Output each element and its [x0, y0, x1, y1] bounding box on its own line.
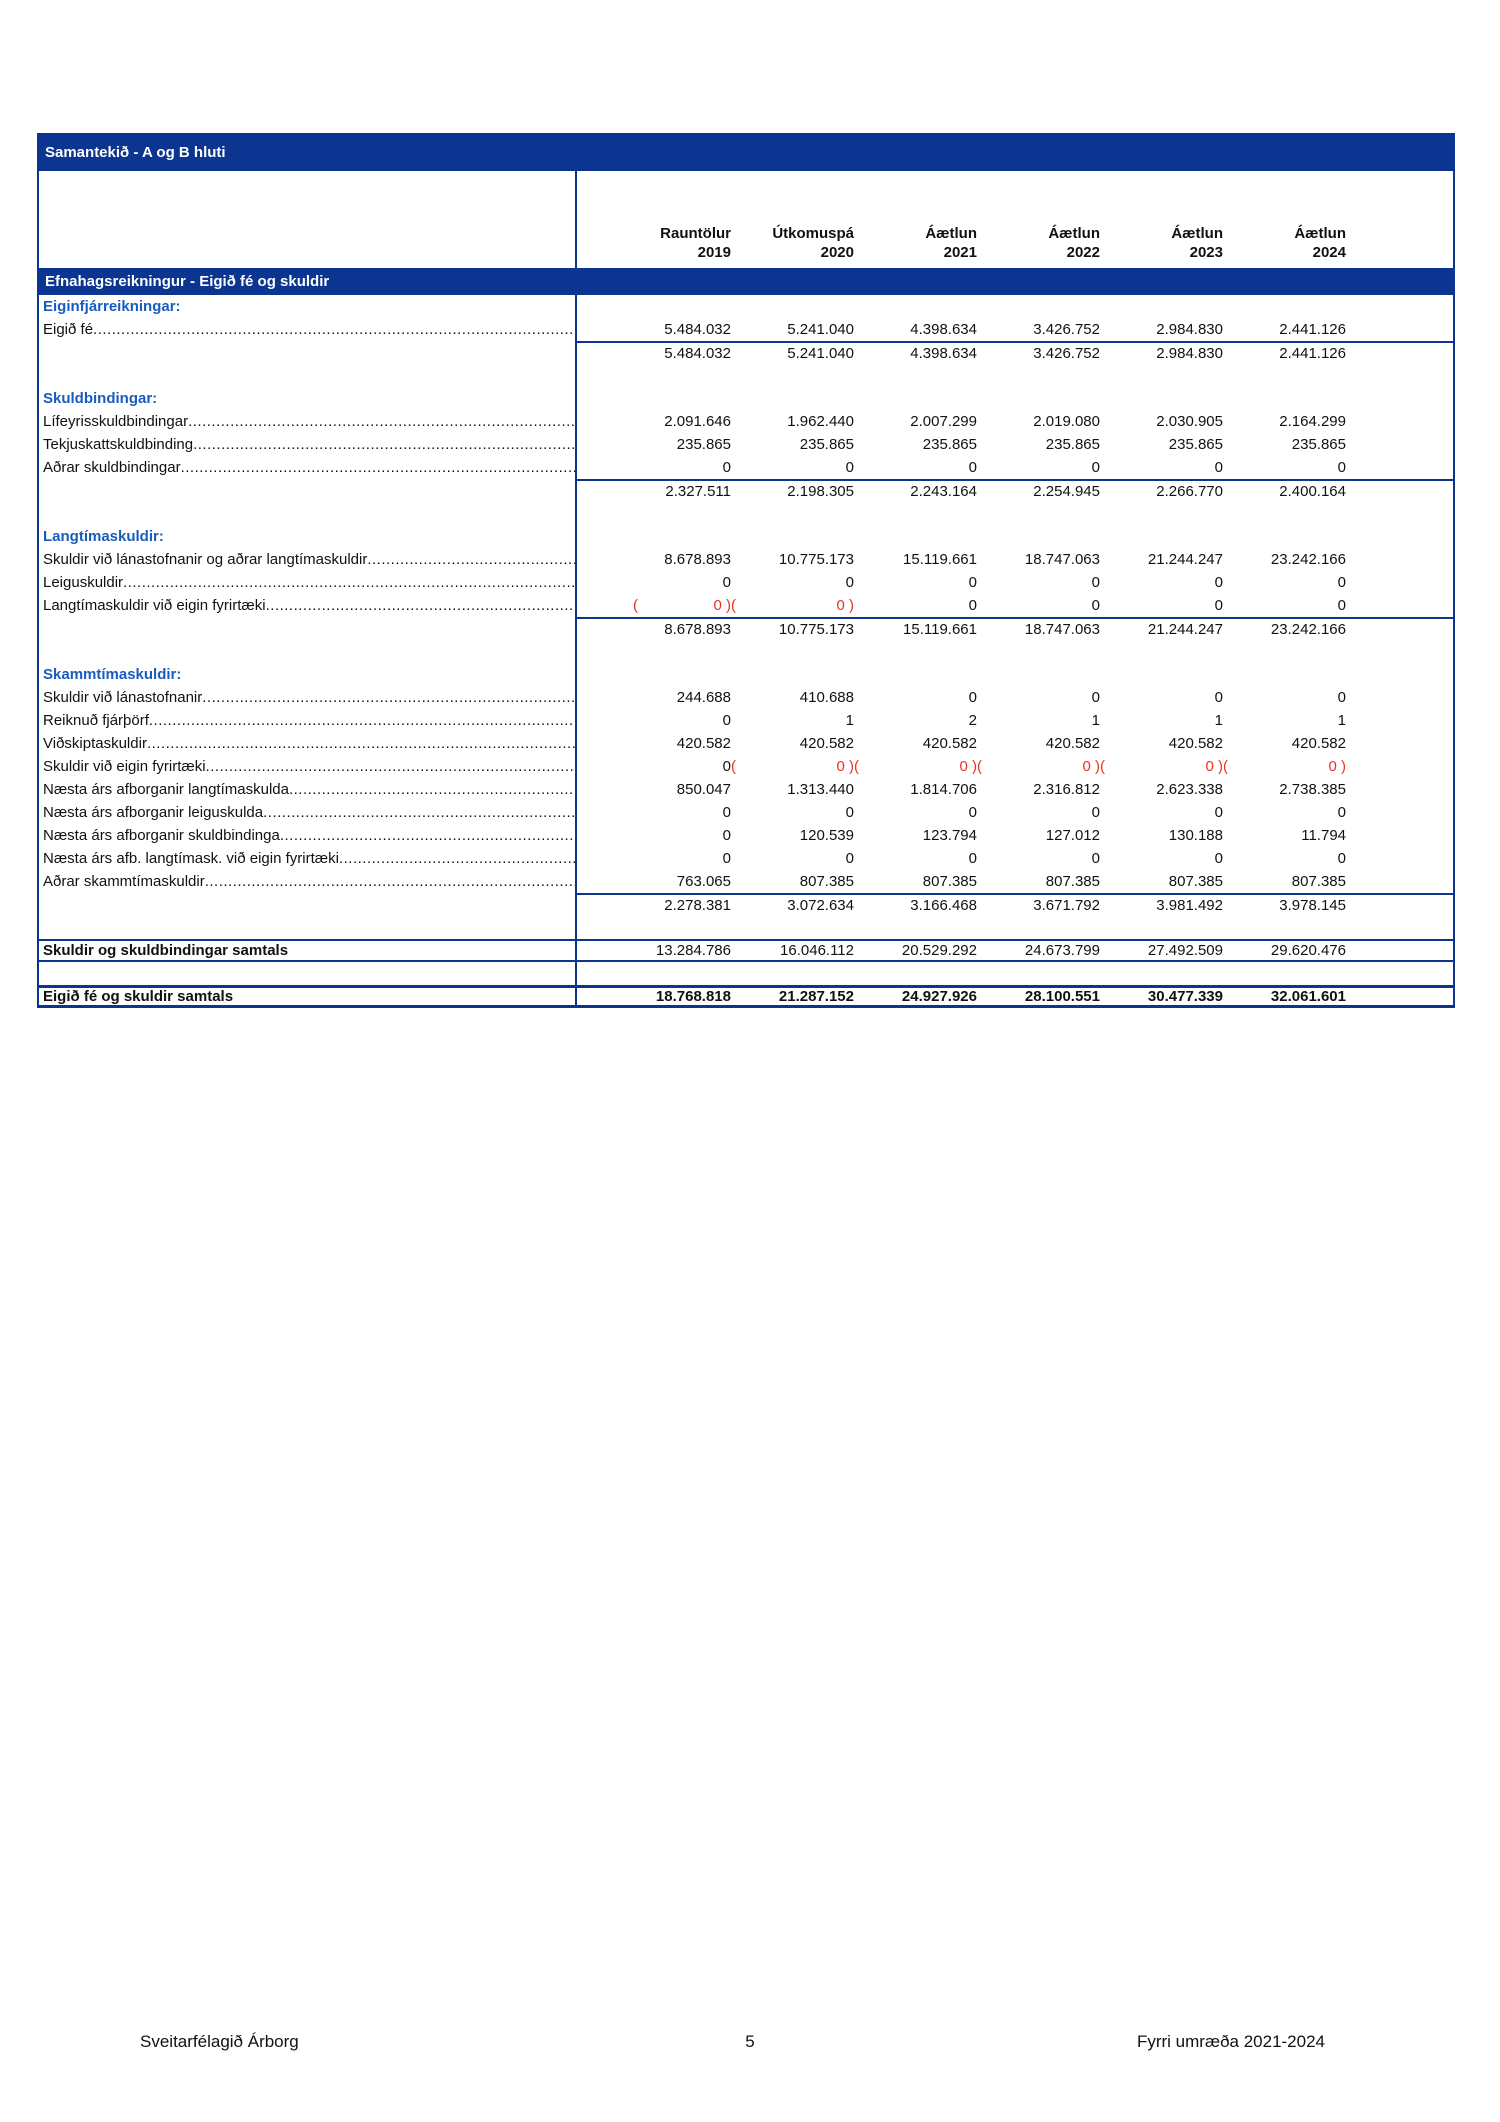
row-values [577, 988, 1453, 1005]
row-label: Lífeyrisskuldbindingar ..... [39, 410, 577, 433]
subtotal-row [37, 341, 1455, 364]
row-values [577, 594, 1453, 617]
row-label: Eigið fé ..... [39, 318, 577, 341]
value-cell: 3.426.752 [1033, 321, 1100, 338]
value-cell: 5.484.032 [664, 321, 731, 338]
item-row [37, 824, 1455, 847]
value-cell: 0 [722, 459, 731, 476]
value-cell: 0 [1337, 804, 1346, 821]
value-cell: 2.091.646 [664, 413, 731, 430]
value-cell: 0 [845, 574, 854, 591]
page-footer [0, 2032, 1500, 2058]
item-row [37, 318, 1455, 341]
dot-leader [205, 873, 575, 890]
value-cell: 0 [1091, 850, 1100, 867]
value-cell: 410.688 [799, 689, 854, 706]
row-values [577, 663, 1453, 686]
value-cell: 2.316.812 [1033, 781, 1100, 798]
table-body [37, 295, 1455, 1008]
column-header: Útkomuspá 2020 [772, 225, 854, 261]
value-cell: 4.398.634 [910, 321, 977, 338]
subtotal-row [37, 617, 1455, 640]
value-cell: 21.244.247 [1147, 621, 1223, 638]
dot-leader [263, 804, 575, 821]
value-cell: ( 0 ) [633, 597, 731, 614]
row-label: Næsta árs afb. langtímask. við eigin fyrirtæki ..... [39, 847, 577, 870]
value-cell: 0 [722, 574, 731, 591]
value-cell: 28.100.551 [1024, 988, 1100, 1005]
value-cell: 0 [1214, 459, 1223, 476]
label-column-spacer [39, 171, 577, 268]
value-cell: 10.775.173 [778, 621, 854, 638]
value-cell: 0 [722, 850, 731, 867]
row-label [39, 640, 577, 663]
value-cell: 235.865 [1045, 436, 1100, 453]
dot-leader [206, 758, 575, 775]
value-cell: 2.164.299 [1279, 413, 1346, 430]
dot-leader [123, 574, 575, 591]
value-cell: 807.385 [1045, 873, 1100, 890]
dot-leader [188, 413, 575, 430]
value-cell: 16.046.112 [780, 942, 854, 959]
dot-leader [181, 459, 575, 476]
row-values [577, 870, 1453, 893]
value-cell: 15.119.661 [903, 551, 977, 568]
value-cell: 420.582 [922, 735, 977, 752]
column-header: Áætlun 2021 [925, 225, 977, 261]
value-cell: 2.984.830 [1156, 321, 1223, 338]
value-cell: 23.242.166 [1270, 621, 1346, 638]
value-cell: 1.313.440 [787, 781, 854, 798]
value-cell: 807.385 [799, 873, 854, 890]
row-label [39, 893, 577, 916]
column-headers [577, 171, 1453, 268]
section-bar [37, 268, 1455, 295]
row-values [577, 456, 1453, 479]
value-cell: 0 [968, 597, 977, 614]
value-cell: 2.266.770 [1156, 483, 1223, 500]
item-row [37, 778, 1455, 801]
value-cell: 0 [722, 804, 731, 821]
value-cell: 1 [1214, 712, 1223, 729]
row-values [577, 364, 1453, 387]
row-values [577, 709, 1453, 732]
value-cell: 807.385 [922, 873, 977, 890]
value-cell: 235.865 [1291, 436, 1346, 453]
table-title-bar [37, 133, 1455, 171]
row-label [39, 341, 577, 364]
item-row [37, 456, 1455, 479]
row-label [39, 502, 577, 525]
value-cell: 3.426.752 [1033, 345, 1100, 362]
subtotal-row [37, 479, 1455, 502]
dot-leader [147, 735, 575, 752]
value-cell: 0 [1214, 804, 1223, 821]
footer-document-title: Fyrri umræða 2021-2024 [1136, 2032, 1325, 2051]
section-heading-row [37, 663, 1455, 686]
value-cell: 0 [1091, 574, 1100, 591]
row-label: Skuldbindingar: [39, 387, 577, 410]
row-label [39, 364, 577, 387]
row-label [39, 916, 577, 939]
dot-leader [266, 597, 575, 614]
section-heading-row [37, 525, 1455, 548]
value-cell: 807.385 [1168, 873, 1223, 890]
value-cell: 4.398.634 [910, 345, 977, 362]
value-cell: ( 0 ) [1223, 758, 1346, 775]
value-cell: 2.623.338 [1156, 781, 1223, 798]
value-cell: 2.738.385 [1279, 781, 1346, 798]
row-values [577, 318, 1453, 341]
value-cell: 0 [722, 827, 731, 844]
row-label [39, 962, 577, 985]
row-values [577, 801, 1453, 824]
row-values [577, 941, 1453, 960]
value-cell: 18.768.818 [655, 988, 731, 1005]
spacer-row [37, 364, 1455, 387]
row-label: Aðrar skammtímaskuldir ..... [39, 870, 577, 893]
value-cell: 5.241.040 [787, 321, 854, 338]
value-cell: 0 [968, 804, 977, 821]
column-header-zone [37, 171, 1455, 268]
row-values [577, 778, 1453, 801]
value-cell: 123.794 [922, 827, 977, 844]
value-cell: 18.747.063 [1024, 551, 1100, 568]
value-cell: 2.030.905 [1156, 413, 1223, 430]
value-cell: 27.492.509 [1147, 942, 1223, 959]
item-row [37, 594, 1455, 617]
value-cell: 21.244.247 [1147, 551, 1223, 568]
value-cell: 8.678.893 [664, 551, 731, 568]
value-cell: 24.673.799 [1024, 942, 1100, 959]
value-cell: 0 [968, 574, 977, 591]
table-title: Samantekið - A og B hluti [45, 143, 226, 161]
row-values [577, 410, 1453, 433]
value-cell: 0 [1337, 689, 1346, 706]
value-cell: 0 [1214, 850, 1223, 867]
row-values [577, 824, 1453, 847]
value-cell: 0 [1091, 689, 1100, 706]
value-cell: 3.978.145 [1279, 897, 1346, 914]
value-cell: 244.688 [676, 689, 731, 706]
value-cell: ( 0 ) [731, 758, 854, 775]
row-values [577, 502, 1453, 525]
row-label: Langtímaskuldir við eigin fyrirtæki ..... [39, 594, 577, 617]
row-label: Eigið fé og skuldir samtals [39, 988, 577, 1005]
value-cell: 0 [968, 850, 977, 867]
row-values [577, 387, 1453, 410]
value-cell: 29.620.476 [1270, 942, 1346, 959]
value-cell: 0 [1337, 574, 1346, 591]
value-cell: 5.484.032 [664, 345, 731, 362]
value-cell: 21.287.152 [778, 988, 854, 1005]
row-values [577, 893, 1453, 916]
value-cell: 1.814.706 [910, 781, 977, 798]
value-cell: ( 0 ) [854, 758, 977, 775]
section-bar-title: Efnahagsreikningur - Eigið fé og skuldir [45, 273, 330, 290]
value-cell: 0 [1091, 459, 1100, 476]
value-cell: 0 [1337, 459, 1346, 476]
value-cell: 0 [1337, 597, 1346, 614]
row-label: Næsta árs afborganir langtímaskulda ..... [39, 778, 577, 801]
value-cell: 2.243.164 [910, 483, 977, 500]
value-cell: 23.242.166 [1270, 551, 1346, 568]
row-values [577, 617, 1453, 640]
value-cell: 0 [1214, 597, 1223, 614]
value-cell: 120.539 [799, 827, 854, 844]
value-cell: 0 [722, 758, 731, 775]
row-label: Næsta árs afborganir skuldbindinga ..... [39, 824, 577, 847]
footer-organization: Sveitarfélagið Árborg [140, 2032, 299, 2051]
value-cell: 0 [845, 459, 854, 476]
value-cell: 0 [1214, 689, 1223, 706]
value-cell: 3.072.634 [787, 897, 854, 914]
column-header: Rauntölur 2019 [660, 225, 731, 261]
row-values [577, 640, 1453, 663]
value-cell: 420.582 [1168, 735, 1223, 752]
dot-leader [280, 827, 575, 844]
value-cell: 32.061.601 [1270, 988, 1346, 1005]
row-label: Næsta árs afborganir leiguskulda ..... [39, 801, 577, 824]
value-cell: 1 [1091, 712, 1100, 729]
footer-page-number: 5 [745, 2032, 755, 2051]
row-values [577, 341, 1453, 364]
value-cell: ( 0 ) [731, 597, 854, 614]
item-row [37, 732, 1455, 755]
value-cell: 2.198.305 [787, 483, 854, 500]
row-label [39, 617, 577, 640]
value-cell: 2.327.511 [665, 483, 731, 500]
row-label: Langtímaskuldir: [39, 525, 577, 548]
row-label [39, 479, 577, 502]
dot-leader [93, 321, 575, 338]
totals-row [37, 939, 1455, 962]
value-cell: 24.927.926 [901, 988, 977, 1005]
value-cell: 18.747.063 [1024, 621, 1100, 638]
value-cell: 420.582 [799, 735, 854, 752]
row-label: Aðrar skuldbindingar ..... [39, 456, 577, 479]
value-cell: 2.254.945 [1033, 483, 1100, 500]
value-cell: ( 0 ) [1100, 758, 1223, 775]
column-header: Áætlun 2022 [1048, 225, 1100, 261]
dot-leader [149, 712, 575, 729]
value-cell: 20.529.292 [901, 942, 977, 959]
value-cell: 0 [1091, 804, 1100, 821]
value-cell: 30.477.339 [1147, 988, 1223, 1005]
value-cell: 0 [845, 850, 854, 867]
row-label: Tekjuskattskuldbinding ..... [39, 433, 577, 456]
row-values [577, 732, 1453, 755]
value-cell: 235.865 [1168, 436, 1223, 453]
dot-leader [339, 850, 575, 867]
value-cell: 2 [968, 712, 977, 729]
row-label: Viðskiptaskuldir ..... [39, 732, 577, 755]
row-label: Skuldir og skuldbindingar samtals [39, 941, 577, 960]
dot-leader [289, 781, 575, 798]
value-cell: 2.278.381 [664, 897, 731, 914]
value-cell: 0 [1214, 574, 1223, 591]
dot-leader [202, 689, 575, 706]
item-row [37, 548, 1455, 571]
value-cell: 13.284.786 [655, 942, 731, 959]
value-cell: 2.441.126 [1279, 321, 1346, 338]
row-label: Eiginfjárreikningar: [39, 295, 577, 318]
row-label: Reiknuð fjárþörf ..... [39, 709, 577, 732]
value-cell: 2.441.126 [1279, 345, 1346, 362]
item-row [37, 870, 1455, 893]
section-heading-row [37, 387, 1455, 410]
dot-leader [193, 436, 575, 453]
item-row [37, 847, 1455, 870]
row-values [577, 847, 1453, 870]
item-row [37, 410, 1455, 433]
row-label: Skuldir við eigin fyrirtæki ..... [39, 755, 577, 778]
column-header: Áætlun 2023 [1171, 225, 1223, 261]
spacer-row [37, 502, 1455, 525]
spacer-row [37, 916, 1455, 939]
value-cell: 127.012 [1045, 827, 1100, 844]
row-values [577, 548, 1453, 571]
row-values [577, 295, 1453, 318]
section-heading-row [37, 295, 1455, 318]
value-cell: 235.865 [676, 436, 731, 453]
value-cell: 1 [1337, 712, 1346, 729]
row-label: Leiguskuldir ..... [39, 571, 577, 594]
value-cell: 3.166.468 [910, 897, 977, 914]
balance-sheet-table [37, 133, 1455, 1008]
column-header: Áætlun 2024 [1294, 225, 1346, 261]
value-cell: 0 [845, 804, 854, 821]
subtotal-row [37, 893, 1455, 916]
value-cell: 420.582 [1045, 735, 1100, 752]
totals-row [37, 985, 1455, 1008]
row-values [577, 755, 1453, 778]
value-cell: ( 0 ) [977, 758, 1100, 775]
value-cell: 15.119.661 [903, 621, 977, 638]
item-row [37, 709, 1455, 732]
value-cell: 0 [722, 712, 731, 729]
value-cell: 10.775.173 [778, 551, 854, 568]
value-cell: 5.241.040 [787, 345, 854, 362]
item-row [37, 571, 1455, 594]
value-cell: 8.678.893 [664, 621, 731, 638]
row-values [577, 571, 1453, 594]
value-cell: 130.188 [1168, 827, 1223, 844]
value-cell: 3.981.492 [1156, 897, 1223, 914]
spacer-row [37, 962, 1455, 985]
row-values [577, 433, 1453, 456]
value-cell: 1.962.440 [787, 413, 854, 430]
item-row [37, 755, 1455, 778]
value-cell: 763.065 [676, 873, 731, 890]
value-cell: 1 [845, 712, 854, 729]
value-cell: 420.582 [1291, 735, 1346, 752]
row-values [577, 479, 1453, 502]
value-cell: 0 [968, 689, 977, 706]
row-values [577, 962, 1453, 985]
item-row [37, 801, 1455, 824]
value-cell: 0 [968, 459, 977, 476]
value-cell: 420.582 [676, 735, 731, 752]
value-cell: 11.794 [1301, 827, 1346, 844]
value-cell: 0 [1091, 597, 1100, 614]
value-cell: 807.385 [1291, 873, 1346, 890]
value-cell: 2.007.299 [910, 413, 977, 430]
item-row [37, 686, 1455, 709]
value-cell: 0 [1337, 850, 1346, 867]
row-label: Skammtímaskuldir: [39, 663, 577, 686]
row-label: Skuldir við lánastofnanir ..... [39, 686, 577, 709]
row-values [577, 686, 1453, 709]
value-cell: 235.865 [799, 436, 854, 453]
value-cell: 2.019.080 [1033, 413, 1100, 430]
item-row [37, 433, 1455, 456]
row-values [577, 916, 1453, 939]
spacer-row [37, 640, 1455, 663]
value-cell: 2.400.164 [1279, 483, 1346, 500]
dot-leader [367, 551, 575, 568]
value-cell: 850.047 [676, 781, 731, 798]
value-cell: 3.671.792 [1033, 897, 1100, 914]
value-cell: 2.984.830 [1156, 345, 1223, 362]
value-cell: 235.865 [922, 436, 977, 453]
row-label: Skuldir við lánastofnanir og aðrar langtímaskuldir ..... [39, 548, 577, 571]
row-values [577, 525, 1453, 548]
